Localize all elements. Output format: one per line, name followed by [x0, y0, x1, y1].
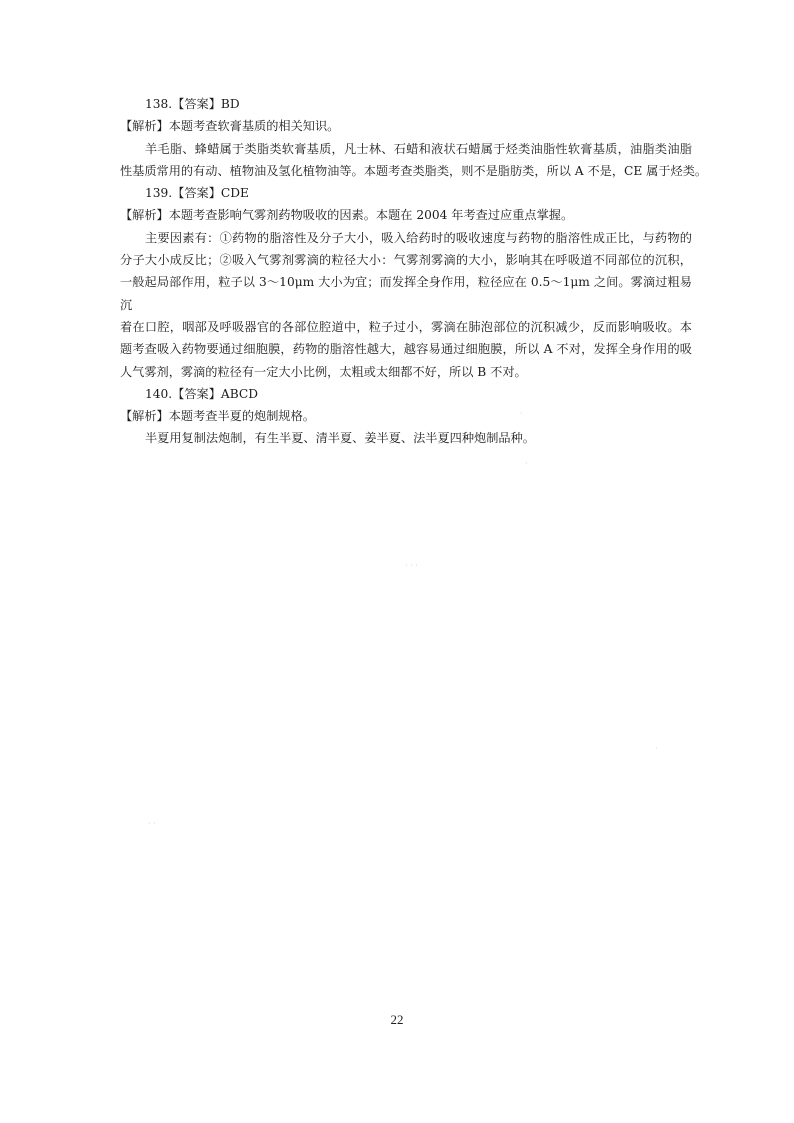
q139-detail: 一般起局部作用，粒子以 3～10μm 大小为宜；而发挥全身作用，粒径应在 0.5～1μm 之间。雾滴过粗易沉: [120, 275, 692, 312]
q138-detail: 羊毛脂、蜂蜡属于类脂类软膏基质，凡士林、石蜡和液状石蜡属于烃类油脂性软膏基质，油脂类油脂: [145, 141, 692, 156]
q140-answer: 140.【答案】ABCD: [145, 386, 258, 401]
scan-speck: ·: [520, 409, 523, 418]
q139-detail: 人气雾剂，雾滴的粒径有一定大小比例，太粗或太细都不好，所以 B 不对。: [120, 364, 527, 379]
scan-speck: · · ·: [405, 561, 418, 570]
q138-detail: 性基质常用的有动、植物油及氢化植物油等。本题考查类脂类，则不是脂肪类，所以 A 不是，CE 属于烃类。: [120, 163, 708, 178]
q139-detail: 着在口腔，咽部及呼吸器官的各部位腔道中，粒子过小，雾滴在肺泡部位的沉积减少，反而影响吸收。本: [120, 319, 692, 334]
q139-detail: 分子大小成反比；②吸入气雾剂雾滴的粒径大小：气雾剂雾滴的大小，影响其在呼吸道不同部位的沉积，: [120, 253, 692, 268]
q139-detail: 题考查吸入药物要通过细胞膜，药物的脂溶性越大，越容易通过细胞膜，所以 A 不对，发挥全身作用的吸: [120, 342, 692, 357]
scan-speck: ·: [525, 459, 528, 468]
q139-analysis: 【解析】本题考查影响气雾剂药物吸收的因素。本题在 2004 年考查过应重点掌握。: [120, 208, 574, 223]
answer-explanations: [120, 93, 708, 450]
q139-detail: 主要因素有：①药物的脂溶性及分子大小，吸入给药时的吸收速度与药物的脂溶性成正比，与药物的: [145, 230, 692, 245]
q138-answer: 138.【答案】BD: [145, 97, 240, 111]
q139-answer: 139.【答案】CDE: [145, 186, 249, 201]
scan-speck: · ·: [148, 819, 156, 828]
q140-analysis: 【解析】本题考查半夏的炮制规格。: [120, 409, 315, 424]
q138-analysis: 【解析】本题考查软膏基质的相关知识。: [120, 119, 340, 134]
q140-detail: 半夏用复制法炮制，有生半夏、清半夏、姜半夏、法半夏四种炮制品种。: [145, 431, 535, 446]
page-number: 22: [390, 1012, 404, 1027]
scan-speck: ·: [655, 744, 658, 753]
